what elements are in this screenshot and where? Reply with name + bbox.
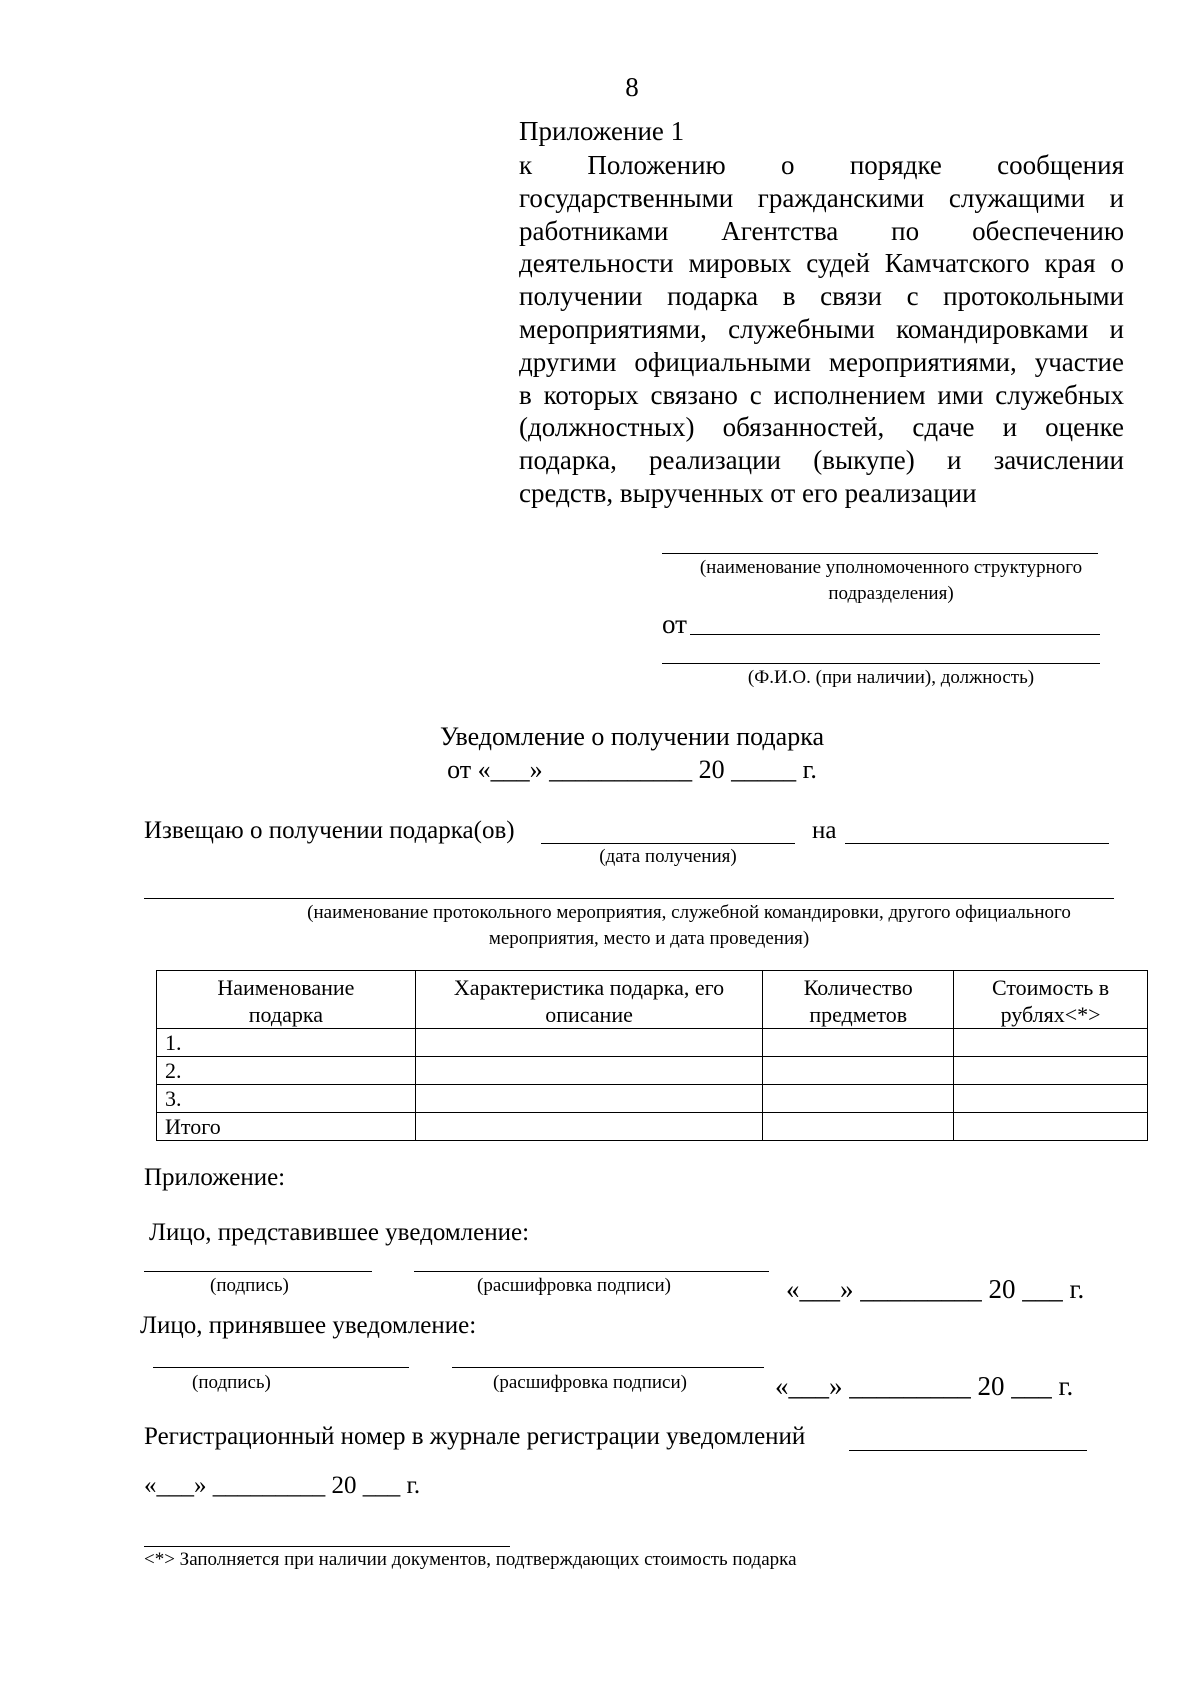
table-cell[interactable]	[763, 1057, 954, 1085]
department-caption: (наименование уполномоченного структурного	[699, 557, 1083, 578]
fio-line[interactable]	[662, 663, 1100, 664]
notice-title: Уведомление о получении подарка	[440, 722, 824, 751]
from-label: от	[662, 609, 687, 639]
table-row	[157, 1029, 1148, 1057]
received-date-caption: (дата получения)	[599, 846, 737, 867]
department-line[interactable]	[662, 553, 1098, 554]
presenter-date[interactable]: «___» _________ 20 ___ г.	[786, 1274, 1085, 1304]
row-label: 2.	[157, 1057, 416, 1085]
report-na: на	[812, 817, 837, 844]
table-header-row	[157, 971, 1148, 1029]
table-cell[interactable]	[415, 1057, 763, 1085]
presenter-label: Лицо, представившее уведомление:	[149, 1219, 530, 1246]
table-cell[interactable]	[954, 1085, 1148, 1113]
presenter-sign-caption: (подпись)	[210, 1275, 289, 1296]
appendix-line: деятельности мировых судей Камчатского края о	[519, 248, 1124, 279]
footnote-separator	[144, 1546, 510, 1547]
appendix-line: мероприятиями, служебными командировками и	[519, 313, 1124, 344]
event-caption-cont: мероприятия, место и дата проведения)	[488, 928, 810, 949]
table-cell[interactable]	[763, 1113, 954, 1141]
attachment-label: Приложение:	[144, 1164, 286, 1191]
table-cell[interactable]	[954, 1113, 1148, 1141]
table-cell[interactable]	[415, 1085, 763, 1113]
received-date-line[interactable]	[541, 843, 795, 844]
receiver-date[interactable]: «___» _________ 20 ___ г.	[775, 1371, 1074, 1401]
gifts-table	[156, 970, 1148, 1141]
presenter-decode-caption: (расшифровка подписи)	[477, 1275, 671, 1296]
appendix-line: получении подарка в связи с протокольными	[519, 281, 1124, 312]
appendix-line: подарка, реализации (выкупе) и зачислении	[519, 445, 1124, 476]
receiver-signature-line[interactable]	[153, 1367, 409, 1368]
table-cell[interactable]	[415, 1029, 763, 1057]
receiver-decode-line[interactable]	[452, 1367, 764, 1368]
row-label: 3.	[157, 1085, 416, 1113]
appendix-line: в которых связано с исполнением ими служебных	[519, 379, 1124, 410]
registration-text: Регистрационный номер в журнале регистрации уведомлений	[144, 1423, 806, 1450]
notice-date: от «___» ___________ 20 _____ г.	[447, 755, 817, 784]
fio-caption: (Ф.И.О. (при наличии), должность)	[747, 667, 1035, 688]
appendix-line: государственными гражданскими служащими и	[519, 182, 1124, 213]
table-cell[interactable]	[763, 1085, 954, 1113]
table-row	[157, 1057, 1148, 1085]
appendix-title: Приложение 1	[519, 116, 685, 146]
event-line[interactable]	[144, 898, 1114, 899]
presenter-decode-line[interactable]	[414, 1271, 769, 1272]
table-cell[interactable]	[954, 1057, 1148, 1085]
appendix-line: работниками Агентства по обеспечению	[519, 215, 1124, 246]
appendix-text	[519, 149, 1124, 510]
department-caption-cont: подразделения)	[828, 583, 954, 604]
header-description: Характеристика подарка, его описание	[415, 971, 763, 1029]
report-text: Извещаю о получении подарка(ов)	[144, 817, 515, 844]
appendix-line: к Положению о порядке сообщения	[519, 150, 1124, 180]
table-row	[157, 1085, 1148, 1113]
receiver-sign-caption: (подпись)	[192, 1372, 271, 1393]
from-line[interactable]	[690, 634, 1100, 635]
registration-date[interactable]: «___» _________ 20 ___ г.	[144, 1472, 421, 1499]
header-quantity: Количество предметов	[763, 971, 954, 1029]
header-gift-name: Наименование подарка	[157, 971, 416, 1029]
table-total-row	[157, 1113, 1148, 1141]
page-number: 8	[625, 72, 639, 102]
footnote: <*> Заполняется при наличии документов, подтверждающих стоимость подарка	[144, 1549, 797, 1570]
row-label: 1.	[157, 1029, 416, 1057]
event-short-line[interactable]	[845, 843, 1109, 844]
receiver-label: Лицо, принявшее уведомление:	[140, 1312, 477, 1339]
appendix-line: средств, вырученных от его реализации	[519, 477, 977, 508]
header-cost: Стоимость в рублях<*>	[954, 971, 1148, 1029]
table-cell[interactable]	[415, 1113, 763, 1141]
appendix-line: (должностных) обязанностей, сдаче и оценке	[519, 412, 1124, 443]
row-label: Итого	[157, 1113, 416, 1141]
appendix-line: другими официальными мероприятиями, участие	[519, 346, 1124, 377]
table-cell[interactable]	[763, 1029, 954, 1057]
registration-number-line[interactable]	[849, 1450, 1087, 1451]
table-cell[interactable]	[954, 1029, 1148, 1057]
receiver-decode-caption: (расшифровка подписи)	[493, 1372, 687, 1393]
event-caption: (наименование протокольного мероприятия, служебной командировки, другого официального	[307, 902, 1071, 923]
presenter-signature-line[interactable]	[144, 1271, 372, 1272]
